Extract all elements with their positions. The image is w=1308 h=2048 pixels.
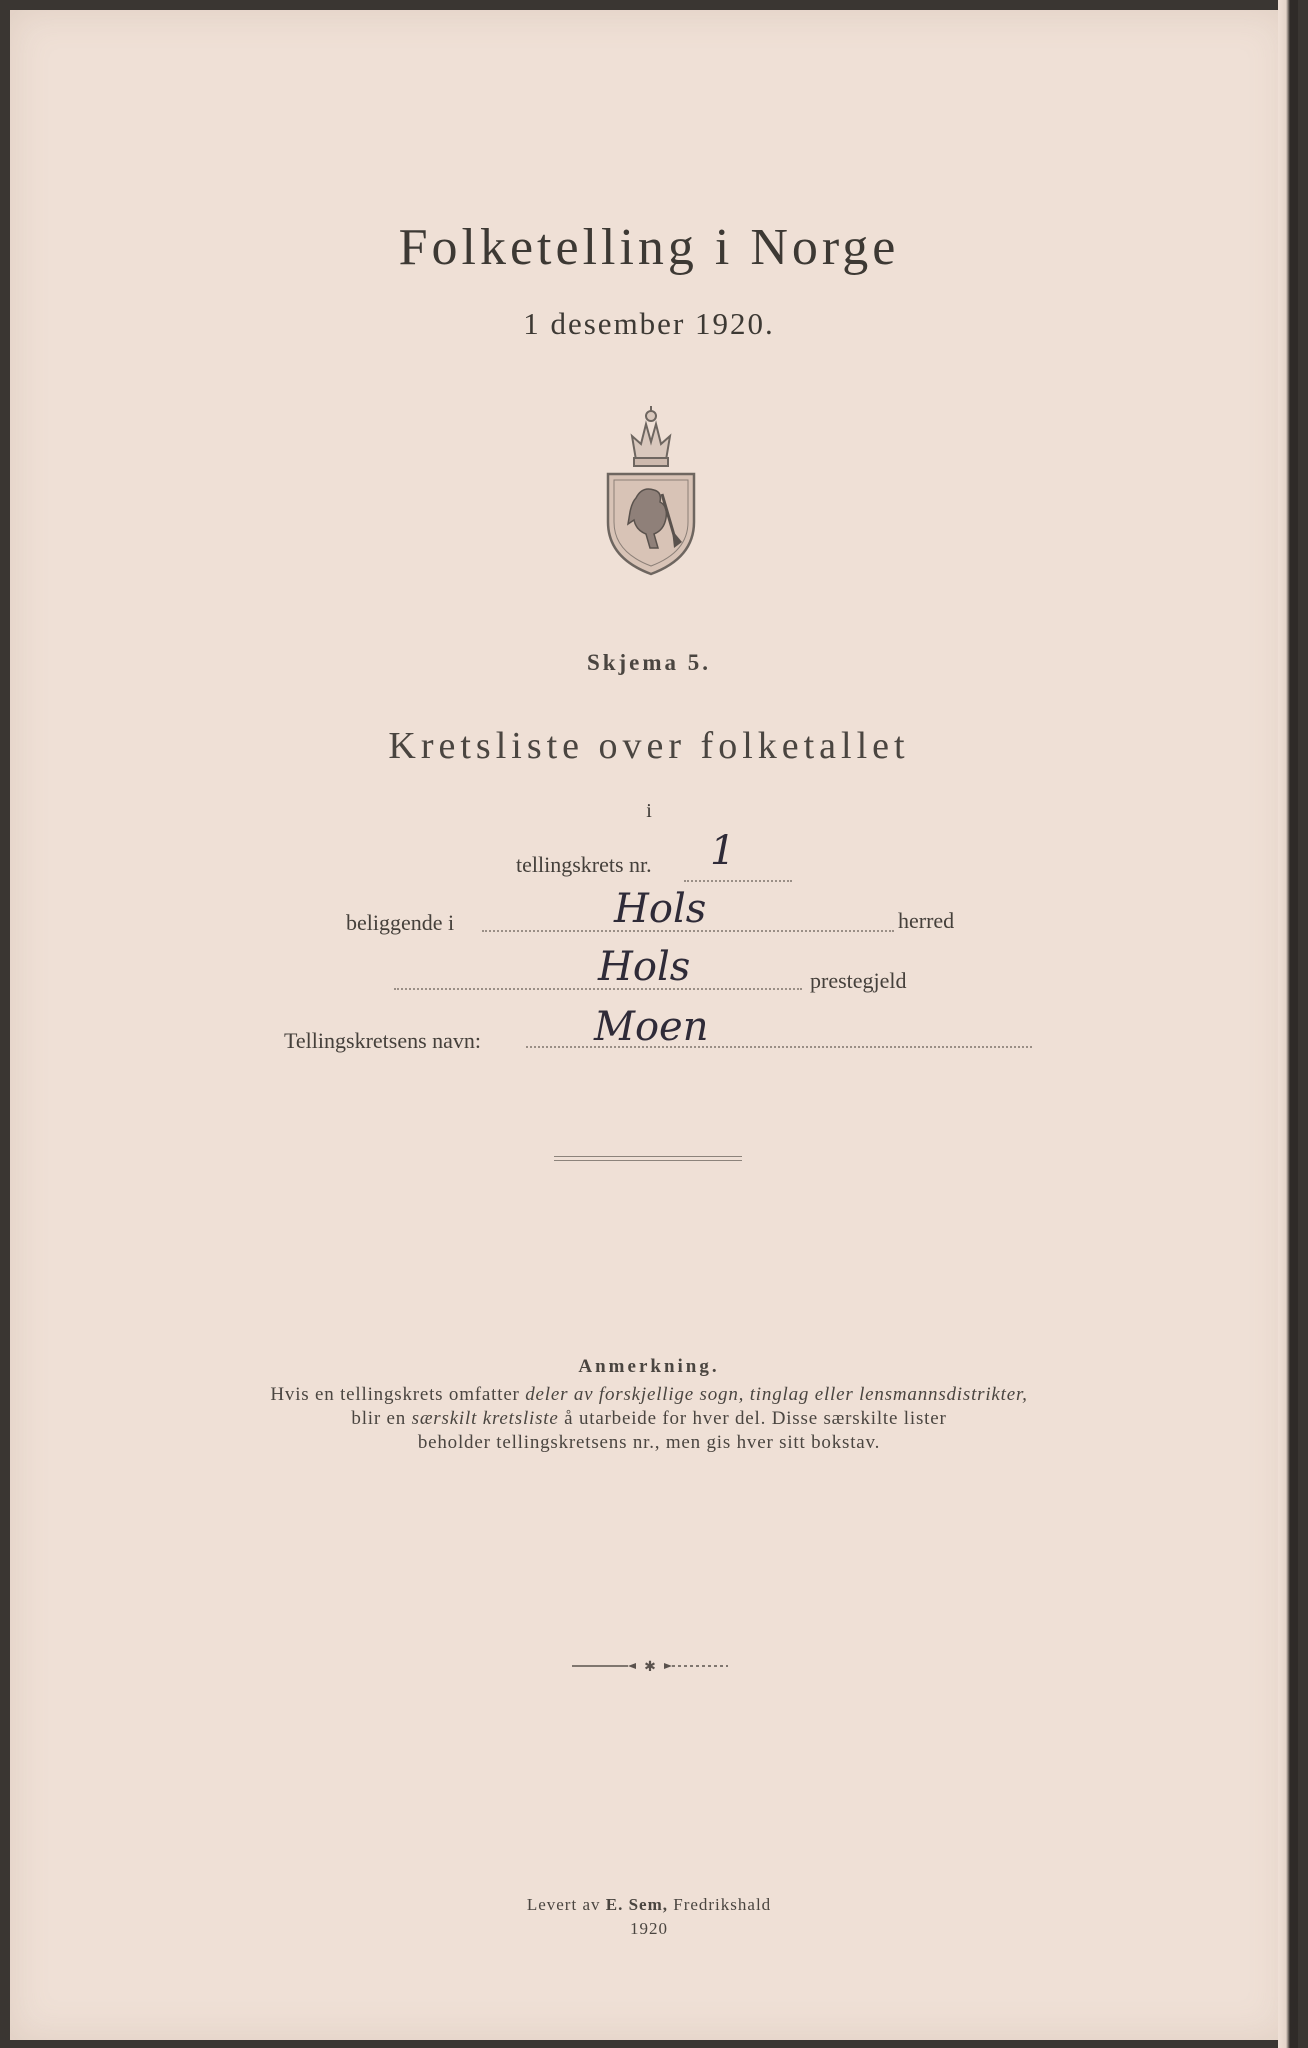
form-heading: Kretsliste over folketallet [388,725,910,767]
note-line-2 [10,1408,1288,1430]
prestegjeld-value: Hols [598,944,691,990]
note-line-2-emphasis: særskilt kretsliste [411,1408,559,1429]
note-line-1-text: Hvis en tellingskrets omfatter [270,1384,526,1405]
schema-number: Skjema 5. [586,650,712,675]
document-title: Folketelling i Norge [398,219,900,276]
note-line-3: beholder tellingskretsens nr., men gis hver sitt bokstav. [417,1432,881,1453]
note-line-1 [10,1384,1288,1406]
navn-label: Tellingskretsens navn: [284,1028,482,1053]
herred-value: Hols [614,886,707,932]
ornament-divider-icon [570,1658,730,1674]
printer-credit [10,1895,1288,1915]
herred-label: herred [898,908,955,933]
divider-rule [554,1156,742,1161]
norwegian-coat-of-arms-icon [596,402,706,578]
printer-name: E. Sem, [605,1895,668,1914]
tellingskrets-label: tellingskrets nr. [516,852,652,877]
connector-word: i [646,800,652,822]
census-form-page [10,10,1288,2040]
navn-value: Moen [594,1004,709,1050]
printer-credit-prefix: Levert av [526,1895,606,1914]
note-title: Anmerkning. [578,1356,720,1377]
document-date: 1 desember 1920. [523,306,775,341]
print-year: 1920 [630,1919,668,1938]
printer-city: Fredrikshald [667,1895,772,1914]
note-line-2-text-a: blir en [351,1408,412,1429]
prestegjeld-label: prestegjeld [810,968,907,993]
tellingskrets-line [684,880,792,882]
tellingskrets-value: 1 [710,828,736,874]
paper-edge [1278,0,1298,2048]
beliggende-label: beliggende i [346,910,455,935]
note-line-1-emphasis: deler av forskjellige sogn, tinglag eller lensmannsdistrikter, [525,1384,1028,1405]
svg-text:✱: ✱ [644,1659,656,1674]
note-line-2-text-b: å utarbeide for hver del. Disse særskilte lister [558,1408,947,1429]
